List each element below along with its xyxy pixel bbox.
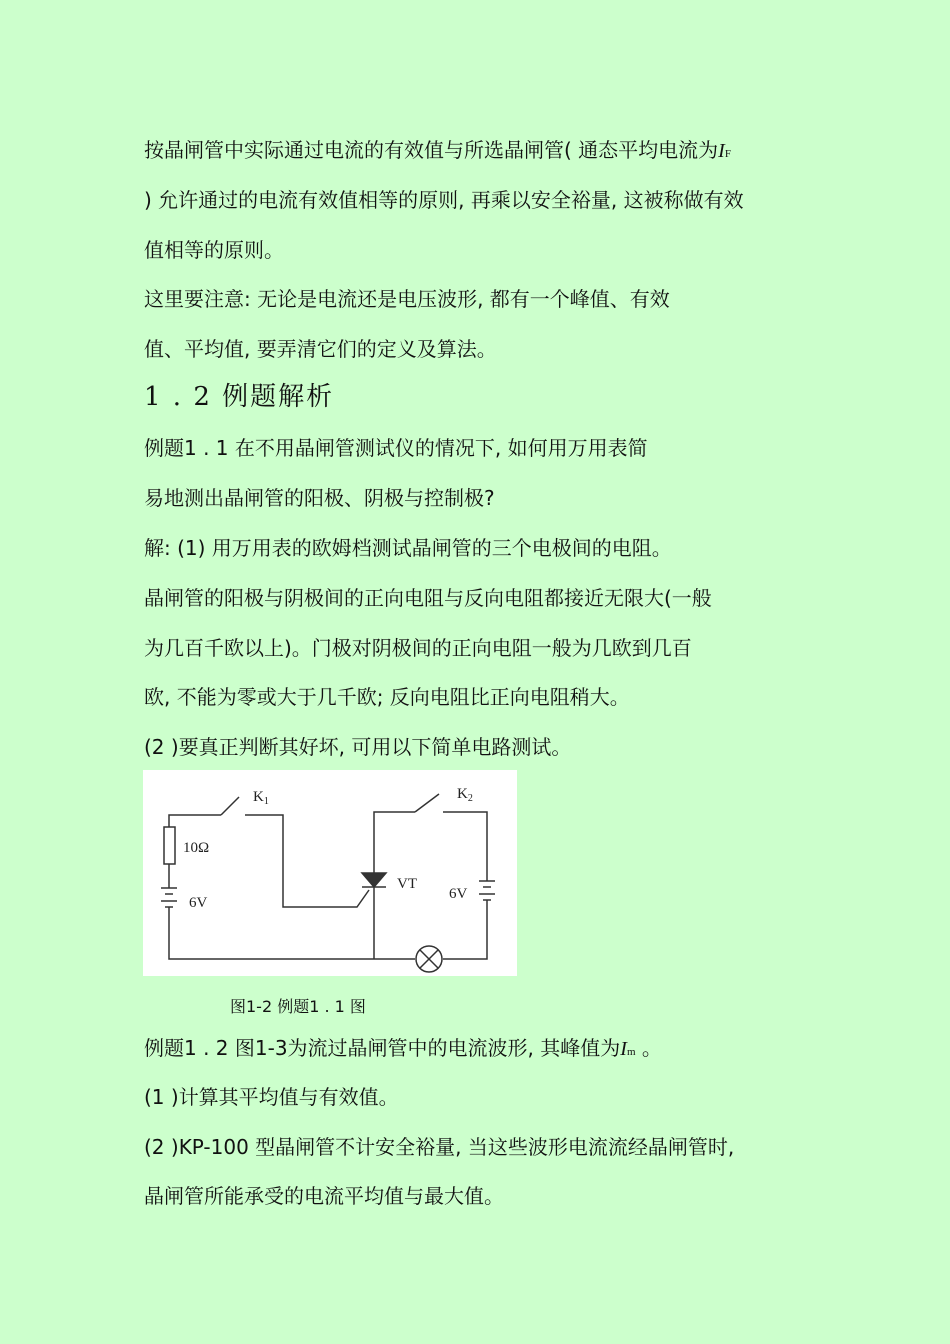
switch-k1-label: $K_1$ — [253, 789, 269, 807]
thyristor-label: VT — [397, 876, 417, 892]
text-span: 例题1 . 2 图1-3为流过晶闸管中的电流波形, 其峰值为 — [144, 1036, 621, 1060]
wire-bottom-right — [443, 900, 487, 959]
example1-line-6: 欧, 不能为零或大于几千欧; 反向电阻比正向电阻稍大。 — [144, 685, 630, 709]
example2-line-2: (1 )计算其平均值与有效值。 — [144, 1085, 399, 1109]
resistor-symbol — [164, 827, 175, 864]
right-battery-label: 6V — [449, 886, 468, 902]
text-span: 按晶闸管中实际通过电流的有效值与所选晶闸管( 通态平均电流为 — [144, 138, 719, 162]
paragraph-2-line-2: 值、平均值, 要弄清它们的定义及算法。 — [144, 337, 497, 361]
switch-k2-blade — [415, 794, 439, 812]
wire-k2-right — [443, 812, 487, 881]
paragraph-1-line-3: 值相等的原则。 — [144, 238, 284, 262]
example1-line-4: 晶闸管的阳极与阴极间的正向电阻与反向电阻都接近无限大(一般 — [144, 586, 712, 610]
thyristor-triangle — [362, 873, 386, 887]
symbol-im — [620, 1038, 635, 1060]
example1-line-2: 易地测出晶闸管的阳极、阴极与控制极? — [144, 486, 495, 510]
example1-line-1: 例题1 . 1 在不用晶闸管测试仪的情况下, 如何用万用表简 — [144, 436, 648, 460]
symbol-sub: m — [626, 1046, 636, 1058]
resistor-label: 10Ω — [183, 840, 210, 856]
paragraph-1-line-1 — [144, 136, 731, 168]
switch-k2-label: $K_2$ — [457, 786, 473, 804]
symbol-main: I — [718, 140, 725, 162]
example2-line-4: 晶闸管所能承受的电流平均值与最大值。 — [144, 1184, 504, 1208]
wire-bottom-left — [169, 907, 415, 959]
symbol-main: I — [620, 1038, 627, 1060]
example1-line-3: 解: (1) 用万用表的欧姆档测试晶闸管的三个电极间的电阻。 — [144, 536, 672, 560]
paragraph-1-line-2: ) 允许通过的电流有效值相等的原则, 再乘以安全裕量, 这被称做有效 — [144, 188, 744, 212]
symbol-sub: F — [724, 148, 731, 160]
section-heading: 1 . 2 例题解析 — [144, 382, 335, 412]
circuit-diagram — [143, 770, 517, 976]
circuit-svg — [143, 770, 517, 976]
left-battery-label: 6V — [189, 895, 208, 911]
paragraph-2-line-1: 这里要注意: 无论是电流还是电压波形, 都有一个峰值、有效 — [144, 287, 670, 311]
example1-line-7: (2 )要真正判断其好坏, 可用以下简单电路测试。 — [144, 735, 572, 759]
wire-k1-gate — [245, 815, 369, 907]
wire-left-top — [169, 815, 221, 827]
example2-line-1 — [144, 1034, 662, 1066]
figure-caption: 图1-2 例题1 . 1 图 — [230, 997, 366, 1016]
switch-k1-blade — [221, 797, 239, 815]
example2-line-3: (2 )KP-100 型晶闸管不计安全裕量, 当这些波形电流流经晶闸管时, — [144, 1135, 735, 1159]
example1-line-5: 为几百千欧以上)。门极对阴极间的正向电阻一般为几欧到几百 — [144, 636, 692, 660]
text-span: 。 — [635, 1036, 662, 1060]
symbol-if — [718, 140, 731, 162]
